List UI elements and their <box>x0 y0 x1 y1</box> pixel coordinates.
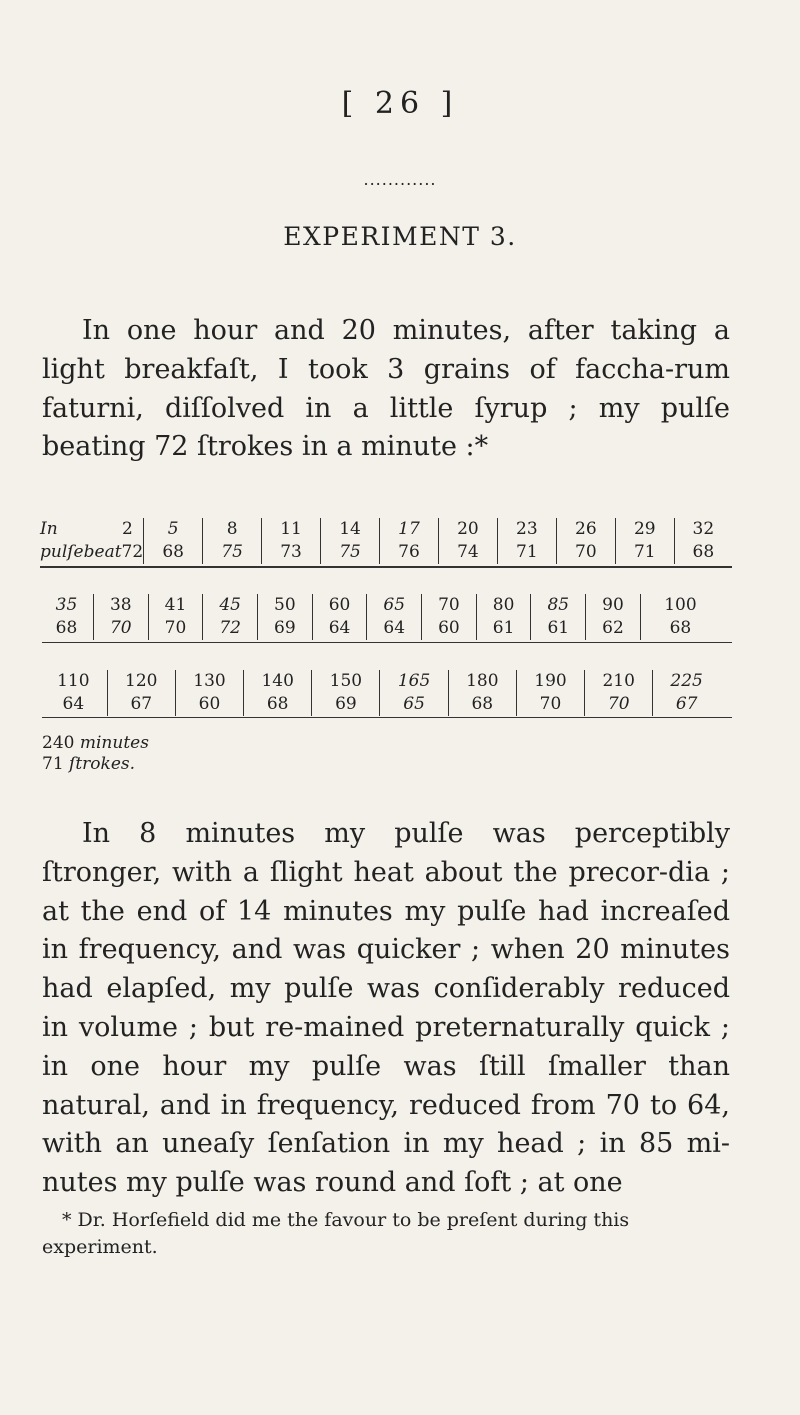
page-number: [ 26 ] <box>341 86 459 121</box>
beat-cell: 70 <box>148 617 203 640</box>
ornament-dots: ............ <box>363 170 437 189</box>
beat-cell: 76 <box>379 541 438 564</box>
pulse-table-1 <box>40 518 732 564</box>
beat-cell: 67 <box>107 693 175 716</box>
beat-cell: 64 <box>312 617 367 640</box>
final-reading <box>42 733 149 775</box>
minute-cell: 26 <box>556 518 615 541</box>
beat-cell: 61 <box>531 617 586 640</box>
beat-cell: 69 <box>312 693 380 716</box>
minute-cell: 100 <box>640 594 720 617</box>
minute-cell: 90 <box>586 594 641 617</box>
beat-cell: 69 <box>258 617 313 640</box>
intro-paragraph: In one hour and 20 minutes, after taking a light breakfaſt, I took 3 grains of faccha-rum faturni, diſſolved in a little ſyrup ; my pulſe beating 72 ſtrokes in a minute :* <box>42 315 730 463</box>
beat-cell: 67 <box>653 693 720 716</box>
beat-cell: 68 <box>144 541 203 564</box>
beat-cell: 72 <box>203 617 258 640</box>
body-paragraph: In 8 minutes my pulſe was perceptibly ſtronger, with a ſlight heat about the precor-dia ; at the end of 14 minutes my pulſe had increaſed in frequency, and was quicker ; when 20 minutes had elapſed, my pulſe was conſiderably reduced in volume ; but re-mained preternaturally quick ; in one hour my pulſe was ſtill ſmaller than natural, and in frequency, reduced from 70 to 64, with an uneaſy ſenſation in my head ; in 85 mi-nutes my pulſe was round and ſoft ; at one <box>42 818 730 1199</box>
beats-row <box>40 693 720 716</box>
minute-cell: 210 <box>585 670 653 693</box>
label-pulse-beat: pulſebeat72 <box>40 542 144 562</box>
beat-cell: 75 <box>203 541 262 564</box>
beat-cell: 60 <box>422 617 477 640</box>
minute-cell: 60 <box>312 594 367 617</box>
minute-cell: 35 <box>55 595 78 615</box>
beat-cell: 71 <box>497 541 556 564</box>
beat-cell: 64 <box>367 617 422 640</box>
minute-cell: 38 <box>93 594 148 617</box>
beat-cell: 75 <box>321 541 380 564</box>
minute-cell: 150 <box>312 670 380 693</box>
table-rule-2 <box>42 642 732 643</box>
minute-cell: 65 <box>367 594 422 617</box>
beat-cell: 62 <box>586 617 641 640</box>
minute-cell: 11 <box>262 518 321 541</box>
minute-cell: 32 <box>674 518 732 541</box>
final-minutes: 240 minutes <box>42 733 149 753</box>
beat-cell: 70 <box>556 541 615 564</box>
minute-cell: 23 <box>497 518 556 541</box>
footnote: * Dr. Horſefield did me the favour to be preſent during this experiment. <box>42 1209 630 1258</box>
minute-cell: 29 <box>615 518 674 541</box>
minute-cell: 50 <box>258 594 313 617</box>
beat-cell: 65 <box>380 693 448 716</box>
beat-cell: 60 <box>175 693 243 716</box>
minute-cell: 20 <box>438 518 497 541</box>
minute-cell: 165 <box>380 670 448 693</box>
beat-cell: 74 <box>438 541 497 564</box>
beats-row <box>40 541 732 564</box>
pulse-table-3 <box>40 670 720 716</box>
beat-cell: 64 <box>62 694 85 714</box>
beat-cell: 61 <box>476 617 531 640</box>
label-in-count: 2 <box>122 519 133 539</box>
beat-cell: 68 <box>244 693 312 716</box>
beats-row <box>40 617 720 640</box>
minute-cell: 8 <box>203 518 262 541</box>
experiment-heading: EXPERIMENT 3. <box>283 222 517 251</box>
minute-cell: 80 <box>476 594 531 617</box>
minute-cell: 130 <box>175 670 243 693</box>
minute-cell: 14 <box>321 518 380 541</box>
minute-cell: 41 <box>148 594 203 617</box>
beat-cell: 68 <box>674 541 732 564</box>
minute-cell: 17 <box>379 518 438 541</box>
minute-cell: 190 <box>516 670 584 693</box>
beat-cell: 68 <box>55 618 78 638</box>
pulse-table-2 <box>40 594 720 640</box>
beat-cell: 71 <box>615 541 674 564</box>
minutes-row <box>40 518 732 541</box>
beat-cell: 70 <box>93 617 148 640</box>
beat-cell: 70 <box>516 693 584 716</box>
minute-cell: 5 <box>144 518 203 541</box>
beat-cell: 68 <box>640 617 720 640</box>
table-rule-3 <box>42 717 732 718</box>
beat-cell: 68 <box>448 693 516 716</box>
minutes-row <box>40 670 720 693</box>
table-rule-1 <box>40 566 732 568</box>
minutes-row <box>40 594 720 617</box>
minute-cell: 120 <box>107 670 175 693</box>
minute-cell: 45 <box>203 594 258 617</box>
beat-cell: 70 <box>585 693 653 716</box>
final-strokes: 71 ſtrokes. <box>42 754 136 774</box>
minute-cell: 85 <box>531 594 586 617</box>
minute-cell: 70 <box>422 594 477 617</box>
beat-cell: 73 <box>262 541 321 564</box>
minute-cell: 225 <box>653 670 720 693</box>
minute-cell: 180 <box>448 670 516 693</box>
minute-cell: 110 <box>57 671 90 691</box>
label-in: In <box>40 519 58 539</box>
minute-cell: 140 <box>244 670 312 693</box>
